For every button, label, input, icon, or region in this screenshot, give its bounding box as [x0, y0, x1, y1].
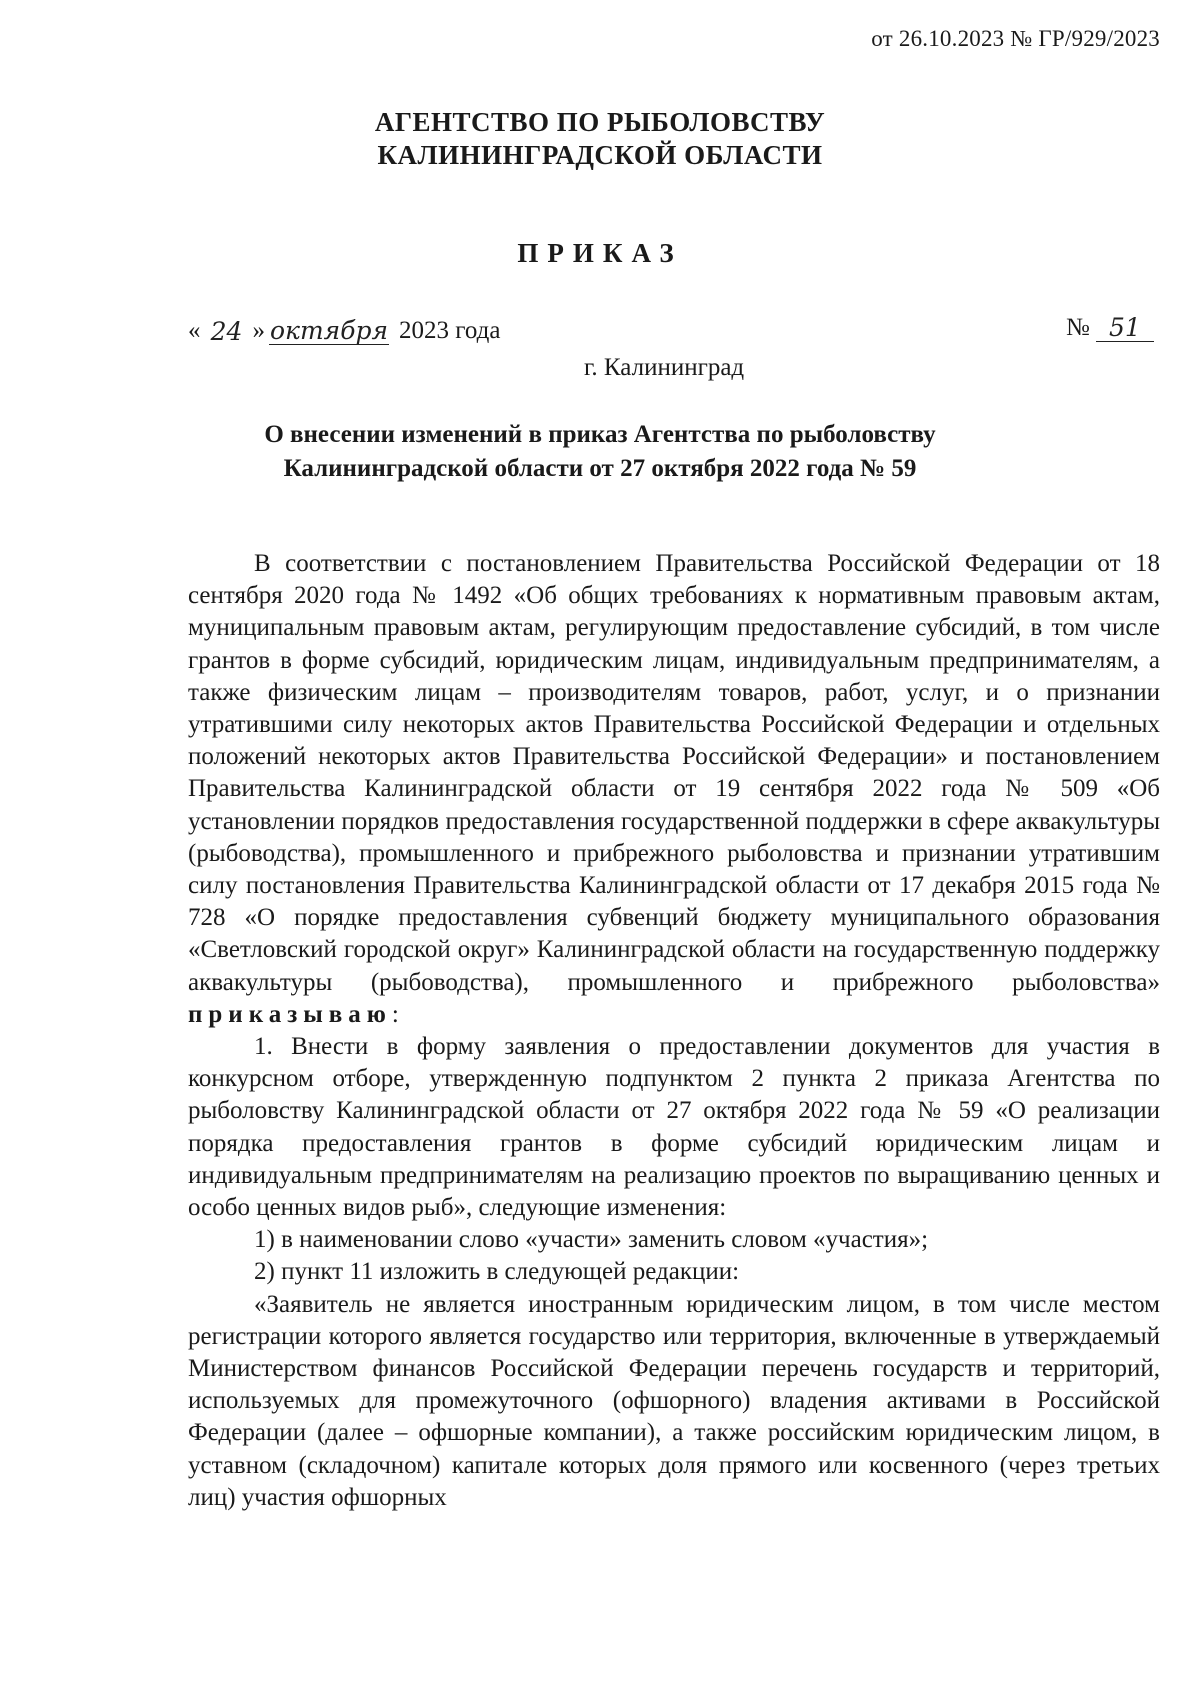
document-type: ПРИКАЗ — [517, 238, 683, 268]
subitem-1-paragraph: 1) в наименовании слово «участи» заменить словом «участия»; — [254, 1226, 929, 1254]
subject-line2: Калининградской области от 27 октября 2022 года № 59 — [283, 455, 917, 482]
registration-stamp: от 26.10.2023 № ГР/929/2023 — [871, 26, 1160, 51]
item-1-paragraph: 1. Внести в форму заявления о предоставлении документов для участия в конкурсном отборе, утвержденную подпунктом 2 пункта 2 приказа Агентства по рыболовству Калининградской области от 27 октября 2022 года № 59 «О реализации порядка предоставления грантов в форме субсидий юридическим лицам и индивидуальным предпринимателям на реализацию проектов по выращиванию ценных и особо ценных видов рыб», следующие изменения: — [188, 1033, 1160, 1222]
order-date — [188, 317, 500, 345]
order-number — [1066, 314, 1154, 342]
subject-line1: О внесении изменений в приказ Агентства по рыболовству — [264, 421, 936, 448]
handwritten-day: 24 — [210, 317, 243, 346]
agency-name — [0, 106, 1200, 172]
preamble-text: В соответствии с постановлением Правительства Российской Федерации от 18 сентября 2020 года № 1492 «Об общих требованиях к нормативным правовым актам, муниципальным правовым актам, регулирующим предоставление субсидий, в том числе грантов в форме субсидий, юридическим лицам, индивидуальным предпринимателям, а также физическим лицам – производителям товаров, работ, услуг, и о признании утратившими силу некоторых актов Правительства Российской Федерации и отдельных положений некоторых актов Правительства Российской Федерации» и постановлением Правительства Калининградской области от 19 сентября 2022 года № 509 «Об установлении порядков предоставления государственной поддержки в сфере аквакультуры (рыбоводства), промышленного и прибрежного рыболовства и признании утратившим силу постановления Правительства Калининградской области от 17 декабря 2015 года № 728 «О порядке предоставления субвенций бюджету муниципального образования «Светловский городской округ» Калининградской области на государственную поддержку аквакультуры (рыбоводства), промышленного и прибрежного рыболовства» — [188, 550, 1160, 996]
quoted-paragraph: «Заявитель не является иностранным юридическим лицом, в том числе местом регистрации которого является государство или территория, включенные в утверждаемый Министерством финансов Российской Федерации перечень государств и территорий, используемых для промежуточного (офшорного) владения активами в Российской Федерации (далее – офшорные компании), а также российским юридическим лицом, в уставном (складочном) капитале которых доля прямого или косвенного (через третьих лиц) участия офшорных — [188, 1290, 1160, 1511]
document-subject — [0, 418, 1200, 486]
subitem-2-paragraph: 2) пункт 11 изложить в следующей редакции: — [254, 1258, 740, 1286]
order-verb: приказываю — [188, 1000, 392, 1028]
number-label: № — [1066, 314, 1090, 341]
date-close-quote: » — [252, 317, 265, 344]
order-colon: : — [391, 1000, 399, 1028]
agency-name-line1: АГЕНТСТВО ПО РЫБОЛОВСТВУ — [374, 107, 826, 137]
preamble-paragraph — [188, 548, 1160, 1031]
agency-name-line2: КАЛИНИНГРАДСКОЙ ОБЛАСТИ — [377, 140, 823, 170]
document-body — [188, 548, 1160, 1514]
handwritten-number: 51 — [1096, 315, 1154, 342]
date-year: 2023 года — [399, 317, 501, 344]
handwritten-month: октября — [269, 316, 389, 345]
date-open-quote: « — [188, 317, 201, 344]
city: г. Калининград — [584, 354, 745, 381]
